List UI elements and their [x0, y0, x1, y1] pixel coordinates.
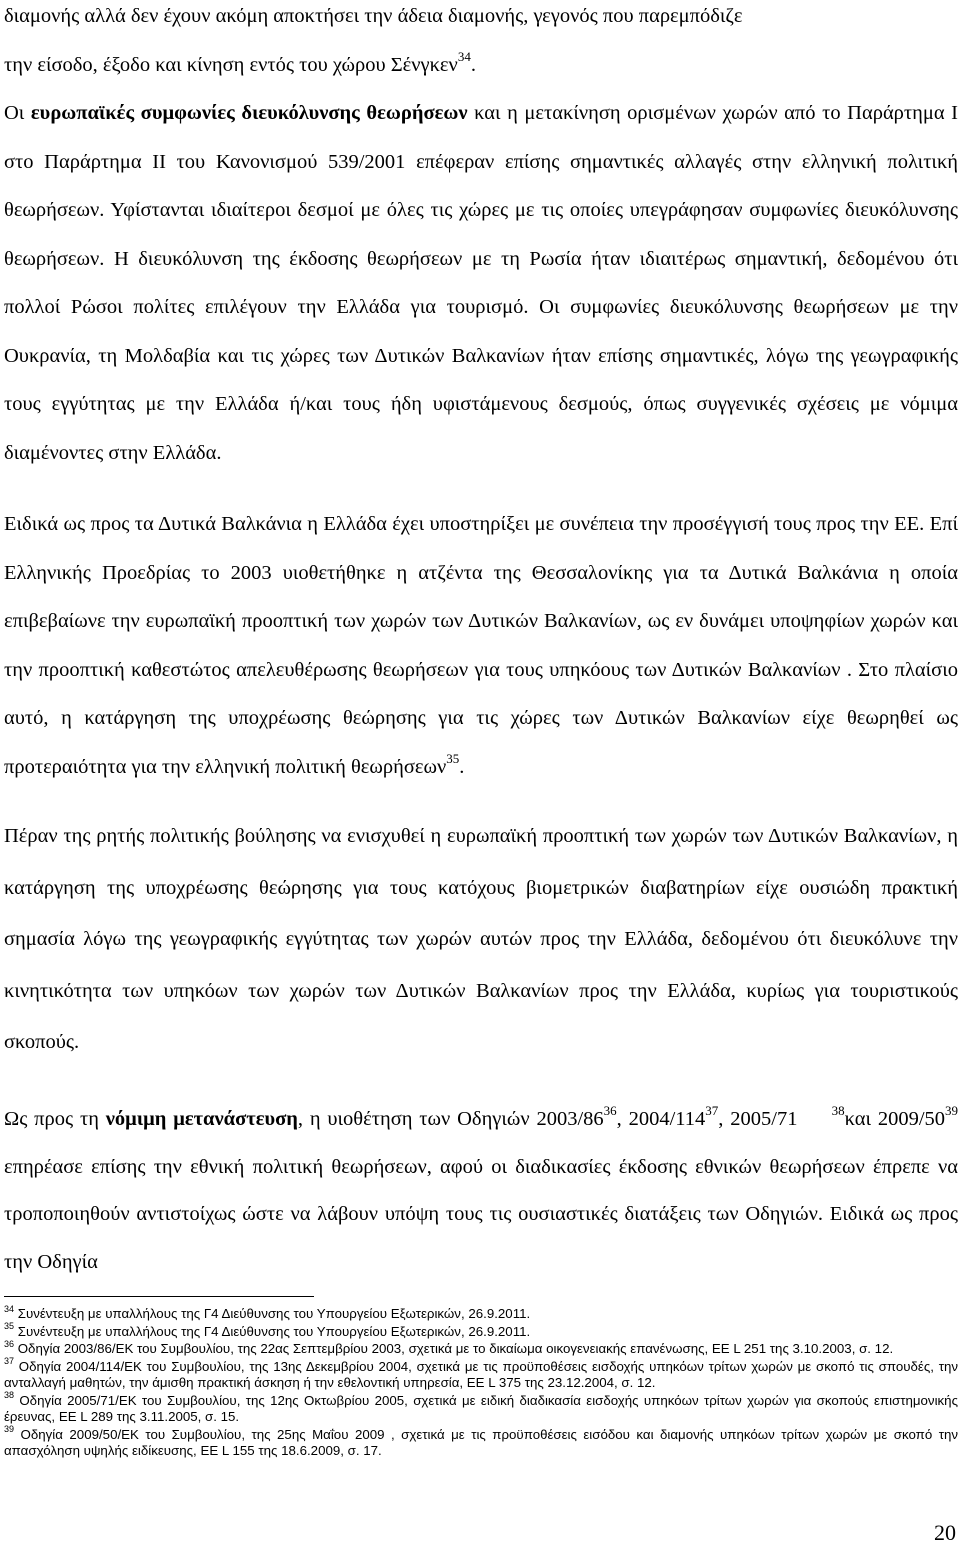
footnote-text: Οδηγία 2009/50/ΕΚ του Συμβουλίου, της 25ης Μαΐου 2009 , σχετικά με τις προϋποθέσεις εισόδου και διαμονής υπηκόων τρίτων χωρών με σκοπό την απασχόληση υψηλής ειδίκευσης, ΕΕ L 155 της 18.6.2009, σ. 17. — [4, 1426, 958, 1458]
bold-term: νόμιμη μετανάστευση — [105, 1108, 298, 1130]
footnote-number: 38 — [4, 1390, 15, 1401]
footnote — [4, 1356, 958, 1392]
paragraph-western-balkans — [4, 500, 958, 791]
paragraph-text: , η υιοθέτηση των Οδηγιών 2003/86 — [297, 1108, 604, 1130]
paragraph-text: επηρέασε επίσης την εθνική πολιτική θεωρήσεων, αφού οι διαδικασίες έκδοσης εθνικών θεωρήσεων έπρεπε να τροποποιηθούν αντιστοίχως ώστε να λάβουν υπόψη τους τις ουσιαστικές διατάξεις των Οδηγιών. Ειδικά ως προς την Οδηγία — [4, 1155, 958, 1273]
paragraph-line: την είσοδο, έξοδο και κίνηση εντός του χώρου Σένγκεν — [4, 53, 458, 76]
footnote-ref[interactable]: 34 — [457, 48, 471, 64]
punctuation: . — [470, 53, 476, 76]
paragraph-visa-facilitation — [4, 89, 958, 477]
footnote-text: Οδηγία 2003/86/ΕΚ του Συμβουλίου, της 22ας Σεπτεμβρίου 2003, σχετικά με το δικαίωμα οικογενειακής επανένωσης, ΕΕ L 251 της 3.10.2003, σ. 12. — [17, 1341, 894, 1356]
paragraph-text: και η μετακίνηση ορισμένων χωρών από το Παράρτημα I στο Παράρτημα II του Κανονισμού 539/2001 επέφεραν επίσης σημαντικές αλλαγές στην ελληνική πολιτική θεωρήσεων. Υφίστανται ιδιαίτεροι δεσμοί με όλες τις χώρες με τις οποίες υπεγράφησαν συμφωνίες διευκόλυνσης θεωρήσεων. Η διευκόλυνση της έκδοσης θεωρήσεων με τη Ρωσία ήταν ιδιαιτέρως σημαντική, δεδομένου ότι πολλοί Ρώσοι πολίτες επιλέγουν την Ελλάδα για τουρισμό. Οι συμφωνίες διευκόλυνσης θεωρήσεων με την Ουκρανία, τη Μολδαβία και τις χώρες των Δυτικών Βαλκανίων ήταν επίσης σημαντικές, λόγω της γεωγραφικής τους εγγύτητας με την Ελλάδα ή/και τους ήδη υφιστάμενους δεσμούς, όπως συγγενικές σχέσεις με νόμιμα διαμένοντες στην Ελλάδα. — [4, 102, 959, 464]
paragraph-political-will — [4, 811, 958, 1069]
footnotes-section — [4, 1303, 958, 1461]
footnote-number: 36 — [4, 1338, 15, 1349]
footnote-separator — [4, 1296, 314, 1297]
footnote-ref[interactable]: 36 — [603, 1103, 617, 1119]
punctuation: . — [459, 755, 465, 778]
paragraph-text: Ειδικά ως προς τα Δυτικά Βαλκάνια η Ελλάδα έχει υποστηρίξει με συνέπεια την προσέγγισή τους προς την ΕΕ. Επί Ελληνικής Προεδρίας το 2003 υιοθετήθηκε η ατζέντα της Θεσσαλονίκης για τα Δυτικά Βαλκάνια η οποία επιβεβαίωνε την ευρωπαϊκή προοπτική των χωρών των Δυτικών Βαλκανίων, ως εν δυνάμει υποψηφίων χωρών και την προοπτική καθεστώτος απελευθέρωσης θεωρήσεων για τους υπηκόους των Δυτικών Βαλκανίων . Στο πλαίσιο αυτό, η κατάργηση της υποχρέωσης θεώρησης για τις χώρες των Δυτικών Βαλκανίων είχε θεωρηθεί ως προτεραιότητα για την ελληνική πολιτική θεωρήσεων — [4, 513, 958, 778]
paragraph-text: Πέραν της ρητής πολιτικής βούλησης να ενισχυθεί η ευρωπαϊκή προοπτική των χωρών των Δυτικών Βαλκανίων, η κατάργηση της υποχρέωσης θεώρησης για τους κατόχους βιομετρικών διαβατηρίων είχε ουσιώδη πρακτική σημασία λόγω της γεωγραφικής εγγύτητας των χωρών αυτών προς την Ελλάδα, δεδομένου ότι διευκόλυνε την κινητικότητα των υπηκόων των χωρών των Δυτικών Βαλκανίων προς την Ελλάδα, κυρίως για τουριστικούς σκοπούς. — [4, 825, 958, 1053]
footnote — [4, 1424, 958, 1460]
footnote-number: 34 — [4, 1303, 15, 1314]
bold-term: ευρωπαϊκές συμφωνίες διευκόλυνσης θεωρήσεων — [30, 102, 468, 124]
paragraph-text: , 2004/114 — [616, 1108, 706, 1130]
footnote-ref[interactable]: 39 — [945, 1103, 959, 1119]
footnote-number: 37 — [4, 1356, 15, 1367]
footnote — [4, 1303, 958, 1323]
paragraph-text: και 2009/50 — [844, 1108, 946, 1130]
footnote — [4, 1338, 958, 1358]
footnote — [4, 1390, 958, 1426]
paragraph-text: Οι — [4, 102, 25, 124]
paragraph-line: διαμονής αλλά δεν έχουν ακόμη αποκτήσει την άδεια διαμονής, γεγονός που παρεμπόδιζε — [4, 5, 743, 27]
paragraph-text: Ως προς τη — [4, 1108, 99, 1130]
footnote-text: Οδηγία 2005/71/ΕΚ του Συμβουλίου, της 12ης Οκτωβρίου 2005, σχετικά με ειδική διαδικασία εισδοχής υπηκόων τρίτων χωρών για σκοπούς επιστημονικής έρευνας, ΕΕ L 289 της 3.11.2005, σ. 15. — [4, 1392, 958, 1424]
paragraph-legal-migration — [4, 1096, 958, 1286]
footnote-number: 39 — [4, 1424, 15, 1435]
paragraph-continuation — [4, 0, 958, 89]
footnote-ref[interactable]: 37 — [705, 1103, 719, 1119]
footnote-text: Συνέντευξη με υπαλλήλους της Γ4 Διεύθυνσης του Υπουργείου Εξωτερικών, 26.9.2011. — [17, 1306, 531, 1321]
footnote-ref[interactable]: 35 — [446, 750, 460, 766]
footnote-text: Συνέντευξη με υπαλλήλους της Γ4 Διεύθυνσης του Υπουργείου Εξωτερικών, 26.9.2011. — [17, 1323, 531, 1339]
footnote — [4, 1321, 958, 1341]
footnote-text: Οδηγία 2004/114/ΕΚ του Συμβουλίου, της 13ης Δεκεμβρίου 2004, σχετικά με τις προϋποθέσεις εισδοχής υπηκόων τρίτων χωρών με σκοπό τις σπουδές, την ανταλλαγή μαθητών, την άμισθη πρακτική άσκηση ή την εθελοντική υπηρεσία, ΕΕ L 375 της 23.12.2004, σ. 12. — [4, 1358, 958, 1390]
paragraph-text: , 2005/71 — [718, 1108, 798, 1130]
footnote-number: 35 — [4, 1321, 15, 1332]
footnote-ref[interactable]: 38 — [831, 1103, 845, 1119]
page-number: 20 — [934, 1520, 956, 1545]
